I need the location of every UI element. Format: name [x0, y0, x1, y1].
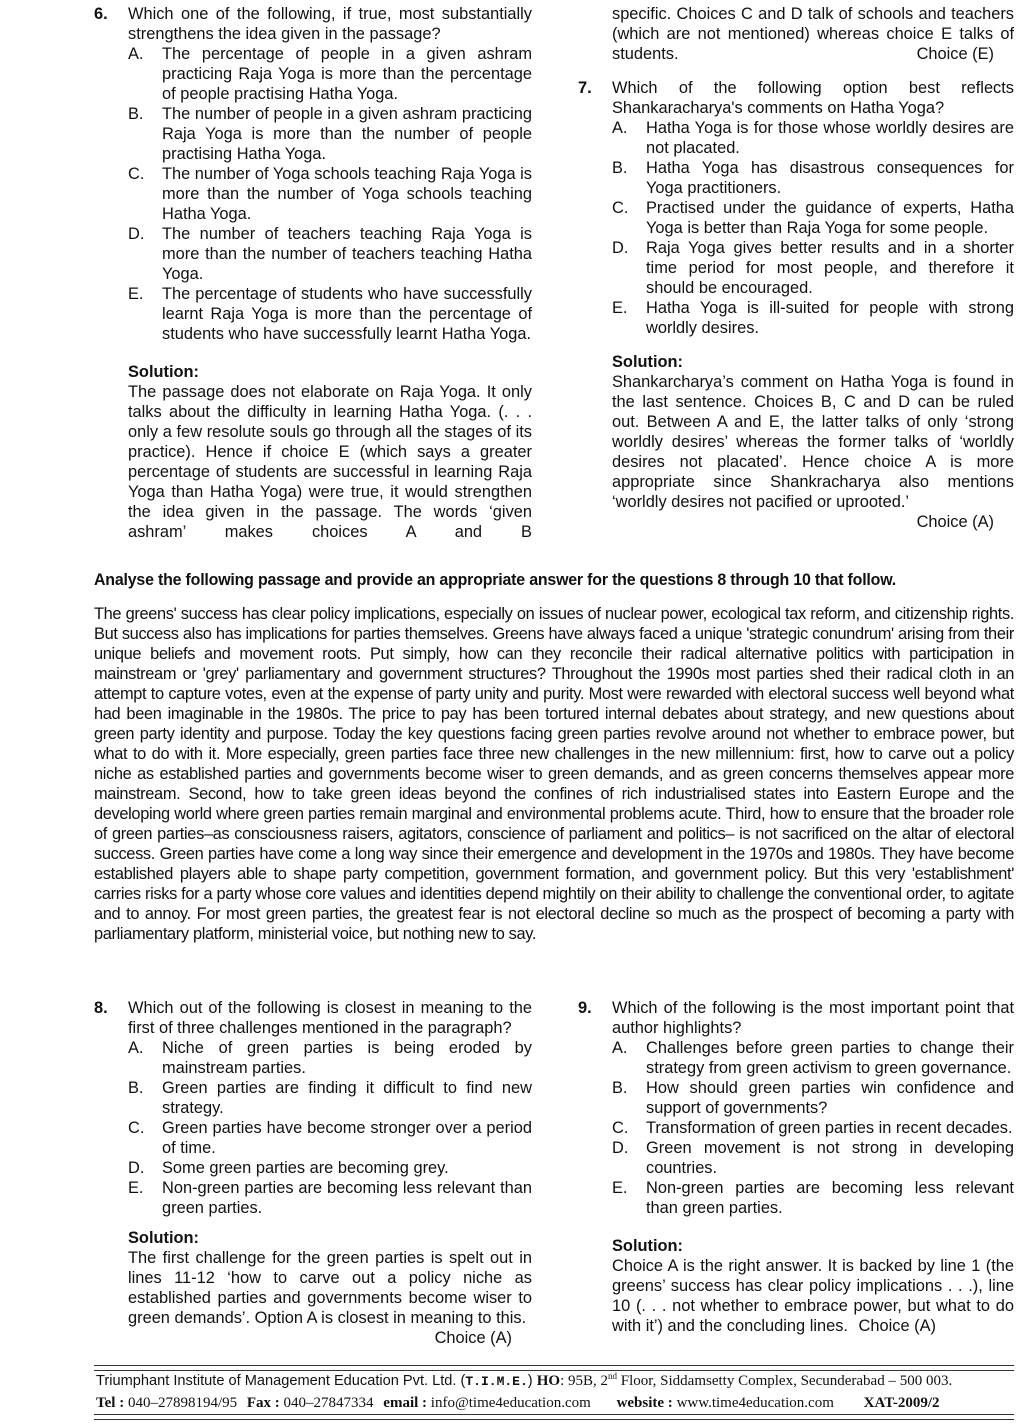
option-letter: A.: [128, 1039, 144, 1057]
footer-contact-line: [96, 1395, 1012, 1412]
option-a: [612, 1038, 1014, 1078]
question-9: [578, 998, 1014, 1336]
solution-label: Solution:: [128, 1229, 200, 1247]
option-letter: D.: [128, 1159, 145, 1177]
footer-page-code: XAT-2009/2: [863, 1395, 940, 1411]
option-text: Transformation of green parties in recent decades.: [646, 1119, 1013, 1137]
option-text: The percentage of students who have successfully learnt Raja Yoga is more than the percentage of students who have successfully learnt Hatha Yoga.: [162, 285, 532, 343]
option-text: Green parties are finding it difficult to find new strategy.: [162, 1079, 532, 1117]
option-letter: D.: [612, 239, 629, 257]
option-letter: C.: [128, 1119, 145, 1137]
option-letter: E.: [128, 285, 144, 303]
solution-6-continued: [578, 4, 1014, 64]
option-e: [612, 298, 1014, 338]
option-d: [128, 1158, 532, 1178]
option-letter: A.: [612, 119, 628, 137]
option-letter: B.: [612, 1079, 628, 1097]
solution-label: Solution:: [612, 353, 684, 371]
option-c: [128, 164, 532, 224]
option-text: The number of teachers teaching Raja Yoga is more than the number of teachers teaching Hatha Yoga.: [162, 225, 532, 283]
option-d: [128, 224, 532, 284]
option-e: [612, 1178, 1014, 1218]
option-text: Niche of green parties is being eroded by mainstream parties.: [162, 1039, 532, 1077]
solution-label: Solution:: [128, 363, 200, 381]
footer-email[interactable]: info@time4education.com: [427, 1395, 591, 1411]
option-letter: D.: [612, 1139, 629, 1157]
option-b: [128, 1078, 532, 1118]
solution-9: [578, 1236, 1014, 1336]
option-letter: B.: [612, 159, 628, 177]
answer-choice: Choice (A): [434, 1329, 512, 1347]
reading-passage: The greens' success has clear policy implications, especially on issues of nuclear power, ecological tax reform, and citizenship rights. But success also has implications for parties themselves. Greens have always faced a unique 'strategic conundrum' arising from their unique beliefs and movement roots. Put simply, how can they reconcile their radical alternative politics with participation in mainstream or 'grey' parliamentary and government structures? Throughout the 1990s most parties shed their radical cloth in an attempt to capture votes, even at the expense of party unity and purity. Most were rewarded with electoral success well beyond what had been imaginable in the 1980s. The price to pay has been tortured internal debates about strategy, and new questions about green party identity and purpose. Today the key questions facing green parties revolve around not whether to embrace power, but what to do with it. More especially, green parties face three new challenges in the new millennium: first, how to carve out a policy niche as established parties and governments become wiser to green demands, and as green concerns themselves appear more mainstream. Second, how to take green ideas beyond the confines of rich industrialised states into Eastern Europe and the developing world where green parties remain marginal and environmental problems acute. Third, how to ensure that the broader role of green parties–as consciousness raisers, agitators, conscience of parliament and politics– is not sacrificed on the altar of electoral success. Green parties have come a long way since their emergence and development in the 1970s and 1980s. They have become established players able to shape party competition, government formation, and government policy. But this very 'establishment' carries risks for a party whose core values and identities depend mightily on their ability to challenge the conventional order, to agitate and to annoy. For most green parties, the greatest fear is not electoral decline so much as the prospect of becoming a party with parliamentary platform, ministerial voice, but nothing new to say.: [94, 605, 1014, 943]
option-letter: E.: [128, 1179, 144, 1197]
option-e: [128, 284, 532, 344]
option-letter: E.: [612, 299, 628, 317]
answer-choice: Choice (A): [916, 513, 994, 531]
question-6: [94, 4, 532, 542]
option-letter: B.: [128, 1079, 144, 1097]
option-a: [128, 1038, 532, 1078]
option-text: Hatha Yoga has disastrous consequences for Yoga practitioners.: [646, 159, 1014, 197]
question-7-stem: [578, 78, 1014, 118]
question-number: 8.: [94, 999, 108, 1017]
footer-bottom-rule: [94, 1414, 1014, 1420]
option-c: [128, 1118, 532, 1158]
option-b: [612, 158, 1014, 198]
option-text: Some green parties are becoming grey.: [162, 1159, 449, 1177]
question-text: Which of the following is the most important point that author highlights?: [612, 999, 1014, 1037]
option-d: [612, 238, 1014, 298]
solution-6: [94, 362, 532, 542]
question-number: 9.: [578, 999, 592, 1017]
option-text: The number of people in a given ashram practicing Raja Yoga is more than the number of people practising Hatha Yoga.: [162, 105, 532, 163]
footer-ho-address: : 95B, 2: [560, 1373, 608, 1389]
option-e: [128, 1178, 532, 1218]
option-letter: A.: [128, 45, 144, 63]
footer-tel-label: Tel :: [96, 1395, 125, 1411]
footer-ho-sup: nd: [608, 1371, 617, 1381]
option-c: [612, 198, 1014, 238]
option-text: Raja Yoga gives better results and in a shorter time period for most people, and therefore it should be encouraged.: [646, 239, 1014, 297]
question-text: Which of the following option best reflects Shankaracharya's comments on Hatha Yoga?: [612, 79, 1014, 117]
footer-ho-label: HO: [536, 1373, 561, 1389]
footer-email-label: email :: [383, 1395, 428, 1411]
option-letter: C.: [128, 165, 145, 183]
option-text: Non-green parties are becoming less relevant than green parties.: [162, 1179, 532, 1217]
option-letter: D.: [128, 225, 145, 243]
option-b: [612, 1078, 1014, 1118]
option-d: [612, 1138, 1014, 1178]
passage-instruction: Analyse the following passage and provide an appropriate answer for the questions 8 through 10 that follow.: [94, 570, 897, 589]
option-a: [128, 44, 532, 104]
footer-fax-label: Fax :: [246, 1395, 280, 1411]
question-text: Which out of the following is closest in meaning to the first of three challenges mentioned in the paragraph?: [128, 999, 532, 1037]
solution-text: Shankarcharya’s comment on Hatha Yoga is found in the last sentence. Choices B, C and D can be ruled out. Between A and E, the latter talks of only ‘strong worldly desires’ whereas the former talks of ‘worldly desires not placated’. Hence choice A is more appropriate since Shankracharya also mentions ‘worldly desires not pacified or uprooted.’: [612, 373, 1014, 511]
footer-ho-address-rest: Floor, Siddamsetty Complex, Secunderabad – 500 003.: [617, 1373, 953, 1389]
answer-choice: Choice (A): [858, 1317, 936, 1335]
option-letter: E.: [612, 1179, 628, 1197]
solution-label: Solution:: [612, 1237, 684, 1255]
option-letter: A.: [612, 1039, 628, 1057]
solution-text: The first challenge for the green parties is spelt out in lines 11-12 ‘how to carve out a policy niche as established parties and governments become wiser to green demands’. Option A is closest in meaning to this.: [128, 1249, 532, 1327]
solution-text: The passage does not elaborate on Raja Yoga. It only talks about the difficulty in learning Hatha Yoga. (. . . only a few resolute souls go through all the stages of its practice). Hence if choice E (which says a greater percentage of students are successful in learning Raja Yoga than Hatha Yoga) were true, it would strengthen the idea given in the passage. The words ‘given ashram’ makes choices A and B: [128, 383, 532, 541]
answer-choice: Choice (E): [916, 45, 994, 63]
question-text: Which one of the following, if true, most substantially strengthens the idea given in the passage?: [128, 5, 532, 43]
option-text: Green parties have become stronger over a period of time.: [162, 1119, 532, 1157]
question-9-stem: [578, 998, 1014, 1038]
footer-abbr: T.I.M.E.: [465, 1374, 528, 1389]
option-letter: C.: [612, 1119, 629, 1137]
option-letter: B.: [128, 105, 144, 123]
option-c: [612, 1118, 1014, 1138]
footer-address-line: [96, 1371, 1012, 1390]
question-6-stem: [94, 4, 532, 44]
solution-text: Choice A is the right answer. It is backed by line 1 (the greens’ success has clear policy implications . . .), line 10 (. . . not whether to embrace power, but what to do with it’) and the concluding lines.: [612, 1257, 1014, 1335]
footer-fax: 040–27847334: [279, 1395, 374, 1411]
question-number: 6.: [94, 5, 108, 23]
option-text: Practised under the guidance of experts, Hatha Yoga is better than Raja Yoga for some people.: [646, 199, 1014, 237]
question-number: 7.: [578, 79, 592, 97]
option-text: The percentage of people in a given ashram practicing Raja Yoga is more than the percentage of people practising Hatha Yoga.: [162, 45, 532, 103]
footer-tel: 040–27898194/95: [124, 1395, 238, 1411]
footer-website-label: website :: [616, 1395, 673, 1411]
solution-text-continued: specific. Choices C and D talk of schools and teachers (which are not mentioned) whereas choice E talks of students.: [612, 5, 1014, 63]
footer-website[interactable]: www.time4education.com: [672, 1395, 834, 1411]
option-b: [128, 104, 532, 164]
option-text: Hatha Yoga is for those whose worldly desires are not placated.: [646, 119, 1014, 157]
footer-company-close: ): [527, 1373, 537, 1389]
option-text: Hatha Yoga is ill-suited for people with strong worldly desires.: [646, 299, 1014, 337]
option-text: How should green parties win confidence and support of governments?: [646, 1079, 1014, 1117]
solution-8: [94, 1228, 532, 1347]
option-text: Green movement is not strong in developing countries.: [646, 1139, 1014, 1177]
question-8: [94, 998, 532, 1348]
footer-company: Triumphant Institute of Management Education Pvt. Ltd. (: [96, 1373, 466, 1389]
option-text: Non-green parties are becoming less relevant than green parties.: [646, 1179, 1014, 1217]
option-text: The number of Yoga schools teaching Raja Yoga is more than the number of Yoga schools teaching Hatha Yoga.: [162, 165, 532, 223]
option-a: [612, 118, 1014, 158]
option-text: Challenges before green parties to change their strategy from green activism to green governance.: [646, 1039, 1014, 1077]
solution-7: [578, 352, 1014, 532]
question-7-column: [578, 4, 1014, 532]
question-8-stem: [94, 998, 532, 1038]
option-letter: C.: [612, 199, 629, 217]
